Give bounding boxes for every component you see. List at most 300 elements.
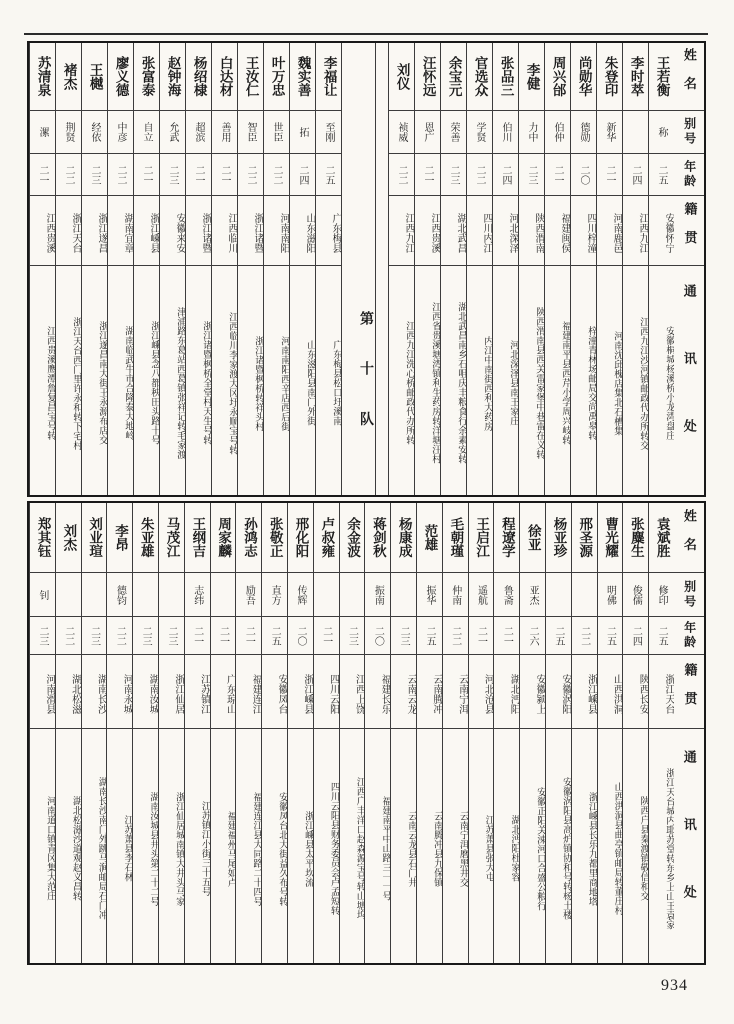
person-name: 刘杰	[56, 503, 81, 573]
roster-table-top	[27, 41, 706, 497]
person-alias: 振华	[417, 573, 442, 617]
person-name: 杨绍棣	[186, 43, 211, 111]
person-age: 二二	[108, 154, 133, 196]
person-address: 浙江嵊县太平坎流	[302, 810, 313, 887]
person-address: 江苏萧县张大屯	[483, 815, 494, 882]
person-alias	[572, 573, 597, 617]
person-alias	[82, 573, 107, 617]
person-alias: 励吾	[236, 573, 261, 617]
person-origin: 浙江仙居	[159, 655, 184, 729]
person-address: 安徽涡阳县高炉镇协和号转杨土楼	[560, 777, 571, 920]
person-age: 二三	[30, 617, 55, 655]
person-origin: 浙江天台	[56, 196, 81, 266]
person-column	[55, 503, 81, 963]
person-name: 朱登印	[597, 43, 622, 111]
person-name: 汪怀远	[415, 43, 440, 111]
person-origin: 云南宁洱	[443, 655, 468, 729]
person-address: 河北深泽县南王家庄	[508, 340, 518, 426]
person-origin: 安徽怀宁	[649, 196, 674, 266]
person-name: 官选众	[467, 43, 492, 111]
person-origin: 湖南长沙	[82, 655, 107, 729]
person-origin: 云南腾冲	[417, 655, 442, 729]
person-address: 湖北武昌南乡石咀庆丰粮食行余素安转	[456, 302, 466, 464]
person-address: 江西临川李家渡大冈圩永顺宝号转	[227, 311, 237, 455]
person-column	[466, 43, 492, 495]
person-name: 卢叔雍	[314, 503, 339, 573]
person-name: 王汝仁	[238, 43, 263, 111]
person-age: 二二	[467, 154, 492, 196]
person-alias: 新华	[597, 111, 622, 154]
person-column	[81, 43, 107, 495]
person-address: 河南南阳西辛店西后街	[279, 335, 289, 431]
person-age: 二六	[520, 617, 545, 655]
person-address: 津浦路东葛站西葛镇张祥记转毛家渡	[175, 307, 185, 459]
person-column	[185, 43, 211, 495]
person-age: 二三	[82, 617, 107, 655]
person-address: 浙江嵊县念八都秧田头路十号	[149, 321, 159, 445]
person-age: 二一	[211, 617, 236, 655]
person-origin: 浙江嵊县	[288, 655, 313, 729]
person-column	[597, 503, 623, 963]
person-address: 湖南临武牛市合隆泰大地岭	[123, 326, 133, 440]
person-name: 张敬正	[262, 503, 287, 573]
person-address: 云南腾冲县九保镇	[431, 810, 442, 887]
person-name: 周家麟	[211, 503, 236, 573]
person-name: 毛朝瑾	[443, 503, 468, 573]
person-alias: 振南	[365, 573, 390, 617]
person-name: 张品三	[493, 43, 518, 111]
person-age: 二一	[236, 617, 261, 655]
person-alias: 力中	[519, 111, 544, 154]
person-column	[184, 503, 210, 963]
person-origin: 河南滑县	[30, 655, 55, 729]
person-alias	[340, 573, 365, 617]
person-column	[519, 503, 545, 963]
person-address: 江苏萧县李石林	[122, 815, 133, 882]
person-address: 山东滋阳县南门外街	[305, 340, 315, 426]
person-address: 浙江嵊县长乐九都里商地塔	[586, 791, 597, 906]
person-origin: 江西九江	[389, 196, 414, 266]
person-column	[107, 43, 133, 495]
person-alias: 志纬	[185, 573, 210, 617]
person-age: 二二	[107, 617, 132, 655]
person-age: 二二	[238, 154, 263, 196]
person-column	[158, 503, 184, 963]
person-origin: 湖南宜章	[108, 196, 133, 266]
person-age: 二二	[389, 154, 414, 196]
person-origin: 浙江遂昌	[82, 196, 107, 266]
person-address: 湖北沔阳杜家容	[509, 815, 520, 882]
person-alias: 称	[649, 111, 674, 154]
person-age: 二一	[314, 617, 339, 655]
person-origin: 浙江诸暨	[238, 196, 263, 266]
empty-column	[375, 43, 388, 495]
person-alias: 遥航	[469, 573, 494, 617]
person-age: 二二	[443, 617, 468, 655]
person-column	[261, 503, 287, 963]
person-column	[544, 43, 570, 495]
person-age: 二五	[598, 617, 623, 655]
person-alias	[314, 573, 339, 617]
person-address: 河南沈邱槐店集北石槽集	[612, 330, 622, 436]
person-age: 二五	[649, 154, 674, 196]
person-age: 二一	[212, 154, 237, 196]
person-alias: 至刚	[316, 111, 341, 154]
person-alias: 德钧	[107, 573, 132, 617]
person-address: 湖北松滋沙道观赵义昌转	[70, 796, 81, 901]
person-age: 二二	[264, 154, 289, 196]
person-column	[29, 43, 55, 495]
person-name: 刘业瑄	[82, 503, 107, 573]
header-name: 姓名	[674, 503, 704, 573]
header-alias: 别号	[674, 573, 704, 617]
person-origin: 湖北沔阳	[494, 655, 519, 729]
person-column	[648, 503, 674, 963]
person-alias: 伯川	[493, 111, 518, 154]
person-column	[133, 43, 159, 495]
person-column	[493, 503, 519, 963]
person-origin: 浙江嵊县	[572, 655, 597, 729]
person-name: 曹光耀	[598, 503, 623, 573]
person-address: 浙江天台西门里许永和转下宅村	[71, 316, 81, 450]
person-age: 二三	[441, 154, 466, 196]
person-name: 范雄	[417, 503, 442, 573]
person-alias: 亚杰	[520, 573, 545, 617]
person-address: 福建南平中山路三一一号	[380, 796, 391, 901]
person-alias: 鲁斋	[494, 573, 519, 617]
person-column	[237, 43, 263, 495]
person-alias: 祯威	[389, 111, 414, 154]
person-address: 安徽桐城杨溪桥小龙湾盘庄	[664, 326, 674, 440]
person-name: 王樾	[82, 43, 107, 111]
person-age: 二一	[469, 617, 494, 655]
person-column	[648, 43, 674, 495]
person-age: 二二	[56, 154, 81, 196]
person-column	[596, 43, 622, 495]
person-age: 二〇	[365, 617, 390, 655]
roster-table-bottom	[27, 501, 706, 965]
person-address: 陕西渭南县西关雷家堡中巷雷在义转	[534, 307, 544, 459]
header-alias: 别号	[674, 111, 704, 154]
person-origin: 河北沧县	[469, 655, 494, 729]
person-age: 二〇	[571, 154, 596, 196]
person-alias	[546, 573, 571, 617]
person-alias: 拓	[290, 111, 315, 154]
person-age: 二二	[56, 617, 81, 655]
person-name: 孙鸿志	[236, 503, 261, 573]
person-name: 王纲吉	[185, 503, 210, 573]
person-alias	[623, 111, 648, 154]
person-column	[442, 503, 468, 963]
person-name: 廖义德	[108, 43, 133, 111]
header-age: 年龄	[674, 617, 704, 655]
person-column	[289, 43, 315, 495]
person-address: 福建南平县西芹小学周兴岐转	[560, 321, 570, 445]
person-alias: 善用	[212, 111, 237, 154]
person-origin: 山西洪洞	[598, 655, 623, 729]
person-age: 二五	[262, 617, 287, 655]
person-column	[313, 503, 339, 963]
person-address: 云南云龙县石门井	[406, 810, 417, 887]
person-age: 二三	[133, 617, 158, 655]
person-address: 福建连江县大同路二十四号	[251, 791, 262, 906]
person-column	[468, 503, 494, 963]
person-alias: 中彦	[108, 111, 133, 154]
person-name: 袁斌胜	[649, 503, 674, 573]
person-column	[414, 43, 440, 495]
person-age: 二一	[186, 154, 211, 196]
person-age: 二五	[417, 617, 442, 655]
person-address: 安徽凤台北大街益久布号转	[277, 791, 288, 906]
person-address: 河南道口镇青冈集大范庄	[44, 796, 55, 901]
person-alias: 明佛	[598, 573, 623, 617]
person-name: 李时萃	[623, 43, 648, 111]
person-column	[159, 43, 185, 495]
person-column	[287, 503, 313, 963]
person-age: 二〇	[288, 617, 313, 655]
person-origin: 湖南汝城	[133, 655, 158, 729]
person-name: 张富泰	[134, 43, 159, 111]
person-alias: 漯	[30, 111, 55, 154]
person-alias	[159, 573, 184, 617]
person-alias: 智臣	[238, 111, 263, 154]
person-age: 二三	[391, 617, 416, 655]
person-column	[29, 503, 55, 963]
person-address: 浙江诸暨枫桥全堂村天生号转	[201, 321, 211, 445]
header-origin: 籍贯	[674, 196, 704, 266]
person-column	[571, 503, 597, 963]
person-name: 程遼学	[494, 503, 519, 573]
person-address: 江西九江沙河镇邮政代办所转交	[638, 316, 648, 450]
person-origin: 湖北松滋	[56, 655, 81, 729]
person-origin: 江西贵溪	[415, 196, 440, 266]
person-address: 云南宁洱磨黑井交	[457, 810, 468, 887]
person-age: 二一	[415, 154, 440, 196]
person-age: 二四	[493, 154, 518, 196]
person-origin: 四川内江	[467, 196, 492, 266]
person-name: 苏清泉	[30, 43, 55, 111]
person-address: 江西省贵溪塘湾镇利生药房转洋塘汪村	[430, 302, 440, 464]
person-name: 邢圣源	[572, 503, 597, 573]
person-age: 二一	[30, 154, 55, 196]
header-origin: 籍贯	[674, 655, 704, 729]
person-alias: 修印	[649, 573, 674, 617]
person-name: 余金波	[340, 503, 365, 573]
person-age: 二三	[340, 617, 365, 655]
person-name: 马茂江	[159, 503, 184, 573]
person-origin: 安徽凤台	[262, 655, 287, 729]
person-column	[132, 503, 158, 963]
person-alias	[391, 573, 416, 617]
person-origin: 广东琼山	[211, 655, 236, 729]
person-name: 朱亚雄	[133, 503, 158, 573]
person-age: 二一	[134, 154, 159, 196]
person-alias	[211, 573, 236, 617]
person-origin: 陕西渭南	[519, 196, 544, 266]
person-column	[570, 43, 596, 495]
person-origin: 安徽来安	[160, 196, 185, 266]
header-age: 年龄	[674, 154, 704, 196]
person-age: 二一	[185, 617, 210, 655]
person-age: 二四	[290, 154, 315, 196]
person-alias: 钊	[30, 573, 55, 617]
person-alias: 经依	[82, 111, 107, 154]
header-address: 通讯处	[681, 749, 697, 953]
person-column	[440, 43, 466, 495]
person-column	[622, 43, 648, 495]
person-alias: 自立	[134, 111, 159, 154]
person-name: 张麋生	[623, 503, 648, 573]
person-alias: 恩广	[415, 111, 440, 154]
person-address: 浙江天台城内耶苏堂转东乡上山王袁家	[664, 767, 674, 930]
person-origin: 安徽涡阳	[546, 655, 571, 729]
person-name: 蒋剑秋	[365, 503, 390, 573]
person-name: 魏实善	[290, 43, 315, 111]
person-column	[55, 43, 81, 495]
person-address: 湖南长沙南门外跳马涧邮局石门冲	[96, 777, 107, 920]
person-name: 郑其钰	[30, 503, 55, 573]
person-name: 刘仪	[389, 43, 414, 111]
person-age: 二三	[159, 617, 184, 655]
person-origin: 浙江天台	[649, 655, 674, 729]
person-origin: 安徽颍上	[520, 655, 545, 729]
page-number: 934	[661, 977, 688, 994]
person-origin: 江西贵溪	[30, 196, 55, 266]
person-name: 白达材	[212, 43, 237, 111]
person-address: 江苏镇江小街三十五号	[199, 801, 210, 896]
page-frame-line	[24, 33, 708, 35]
person-age: 二二	[572, 617, 597, 655]
person-name: 邢化阳	[288, 503, 313, 573]
person-name: 王若衡	[649, 43, 674, 111]
person-column	[492, 43, 518, 495]
person-alias: 荣善	[441, 111, 466, 154]
person-age: 二五	[649, 617, 674, 655]
person-name: 杨亚珍	[546, 503, 571, 573]
person-name: 叶万忠	[264, 43, 289, 111]
person-column	[622, 503, 648, 963]
person-name: 徐亚	[520, 503, 545, 573]
person-name: 周兴邰	[545, 43, 570, 111]
person-alias: 荆贤	[56, 111, 81, 154]
person-name: 杨康成	[391, 503, 416, 573]
person-age: 二五	[546, 617, 571, 655]
person-address: 浙江遂昌南大街王永源布店交	[97, 321, 107, 445]
person-address: 陕西户县秦渡镇敬信和交	[638, 796, 649, 901]
person-alias	[133, 573, 158, 617]
person-origin: 河南永城	[107, 655, 132, 729]
person-origin: 福建长乐	[365, 655, 390, 729]
person-address: 安徽正阳关涑河口合盛公粮行	[535, 786, 546, 911]
person-name: 余宝元	[441, 43, 466, 111]
person-origin: 江西九江	[623, 196, 648, 266]
squad-divider-column	[341, 43, 375, 495]
person-name: 李昂	[107, 503, 132, 573]
person-age: 二三	[519, 154, 544, 196]
person-column	[263, 43, 289, 495]
person-column	[339, 503, 365, 963]
header-column	[674, 43, 704, 495]
person-origin: 浙江诸暨	[186, 196, 211, 266]
person-address: 山西洪洞县曲亭镇邮局转董庄村	[612, 782, 623, 915]
person-address: 内江中南街西利大药房	[482, 335, 492, 431]
person-origin: 江西临川	[212, 196, 237, 266]
person-name: 赵钟海	[160, 43, 185, 111]
person-age: 二五	[316, 154, 341, 196]
person-alias: 仲南	[443, 573, 468, 617]
person-column	[315, 43, 341, 495]
person-alias	[56, 573, 81, 617]
person-column	[364, 503, 390, 963]
person-address: 四川云阳县财务委员会卢孟短转	[328, 782, 339, 915]
person-alias: 学贤	[467, 111, 492, 154]
person-alias: 直方	[262, 573, 287, 617]
person-origin: 山东滋阳	[290, 196, 315, 266]
person-age: 二一	[597, 154, 622, 196]
person-origin: 河北深泽	[493, 196, 518, 266]
person-alias: 俊儒	[623, 573, 648, 617]
person-column	[545, 503, 571, 963]
person-alias: 允武	[160, 111, 185, 154]
person-column	[211, 43, 237, 495]
person-alias: 超滨	[186, 111, 211, 154]
person-alias: 世臣	[264, 111, 289, 154]
person-column	[390, 503, 416, 963]
squad-label: 第十队	[358, 311, 373, 463]
person-address: 江西广丰洋口赵森源宝号转山塘坞	[354, 777, 365, 920]
person-age: 二四	[623, 154, 648, 196]
person-origin: 江苏镇江	[185, 655, 210, 729]
person-column	[81, 503, 107, 963]
person-alias: 伯仲	[545, 111, 570, 154]
person-column	[388, 43, 414, 495]
person-origin: 四川云阳	[314, 655, 339, 729]
person-address: 福建福州马尾如卢	[225, 810, 236, 887]
person-name: 褚杰	[56, 43, 81, 111]
person-origin: 福建连江	[236, 655, 261, 729]
person-column	[416, 503, 442, 963]
person-column	[518, 43, 544, 495]
person-column	[235, 503, 261, 963]
person-age: 二四	[623, 617, 648, 655]
person-origin: 四川梓潼	[571, 196, 596, 266]
person-age: 二一	[494, 617, 519, 655]
person-name: 王启江	[469, 503, 494, 573]
person-origin: 江西上饶	[340, 655, 365, 729]
person-address: 梓潼青林场邮局交尚禹皋转	[586, 326, 596, 440]
person-name: 李健	[519, 43, 544, 111]
person-alias: 传辉	[288, 573, 313, 617]
person-address: 江西贵溪鹰潭詹复昌宝号转	[45, 326, 55, 440]
person-address: 广东梅县松口圩溪南	[331, 340, 341, 426]
person-origin: 浙江嵊县	[134, 196, 159, 266]
header-address: 通讯处	[681, 284, 697, 487]
person-address: 浙江诸暨枫桥转祥头村	[253, 335, 263, 431]
person-origin: 河南南阳	[264, 196, 289, 266]
person-address: 湖南汝城县井头第二十二号	[148, 791, 159, 906]
person-alias: 德勋	[571, 111, 596, 154]
person-origin: 广东梅县	[316, 196, 341, 266]
person-origin: 湖北武昌	[441, 196, 466, 266]
person-age: 二一	[545, 154, 570, 196]
person-origin: 陕西长安	[623, 655, 648, 729]
person-address: 浙江仙居城南镇大井头马家	[173, 791, 184, 906]
person-origin: 福建闽侯	[545, 196, 570, 266]
header-name: 姓名	[674, 43, 704, 111]
person-age: 二三	[82, 154, 107, 196]
header-column	[674, 503, 704, 963]
person-age: 二三	[160, 154, 185, 196]
